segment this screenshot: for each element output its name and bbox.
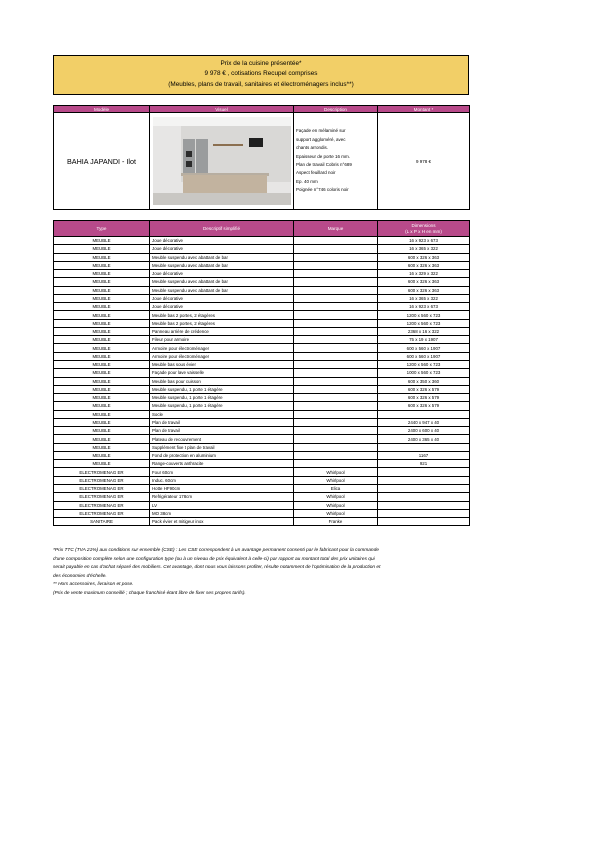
- row-brand: Franke: [294, 518, 378, 526]
- table-row: [54, 360, 470, 368]
- row-dimensions: 600 x 326 x 363: [378, 261, 470, 269]
- row-brand: [294, 319, 378, 327]
- table-row: [54, 493, 470, 501]
- row-brand: [294, 270, 378, 278]
- row-type: MEUBLE: [54, 410, 150, 418]
- table-row: [54, 509, 470, 517]
- table-row: [54, 294, 470, 302]
- row-type: MEUBLE: [54, 377, 150, 385]
- row-type: MEUBLE: [54, 294, 150, 302]
- row-brand: [294, 410, 378, 418]
- row-type: MEUBLE: [54, 270, 150, 278]
- row-type: MEUBLE: [54, 369, 150, 377]
- row-type: MEUBLE: [54, 319, 150, 327]
- hood-icon: [249, 138, 263, 147]
- table-row: [54, 303, 470, 311]
- table-row: [54, 418, 470, 426]
- row-description: Joue décorative: [150, 270, 294, 278]
- header-dimensions: Dimensions (L x P x H en mm): [378, 221, 470, 237]
- row-dimensions: 2440 x 947 x 40: [378, 418, 470, 426]
- row-description: Armoire pour électroménager: [150, 344, 294, 352]
- header-brand: Marque: [294, 221, 378, 237]
- row-dimensions: 1200 x 560 x 723: [378, 360, 470, 368]
- row-description: Joue décorative: [150, 245, 294, 253]
- row-brand: Elica: [294, 484, 378, 492]
- row-dimensions: 16 x 365 x 322: [378, 294, 470, 302]
- table-row: [54, 286, 470, 294]
- row-description: Socle: [150, 410, 294, 418]
- model-description: Façade en mélaminé sur support aggloméré, avec chants arrondis. Epaisseur de porte 16 mm. Plan de travail Cobris n°689 Aspect feuillard noir Ep. 40 mm Poignée n°746 coloris noir: [294, 113, 378, 210]
- row-dimensions: 600 x 326 x 363: [378, 253, 470, 261]
- row-type: MEUBLE: [54, 261, 150, 269]
- row-dimensions: 1200 x 560 x 723: [378, 311, 470, 319]
- row-brand: [294, 352, 378, 360]
- row-description: Meuble suspendu, 1 porte 1 étagère: [150, 402, 294, 410]
- table-row: [54, 237, 470, 245]
- row-brand: [294, 327, 378, 335]
- row-brand: [294, 460, 378, 468]
- row-type: MEUBLE: [54, 344, 150, 352]
- row-description: LV: [150, 501, 294, 509]
- row-brand: [294, 294, 378, 302]
- items-table-header-row: [54, 221, 470, 237]
- row-brand: [294, 402, 378, 410]
- row-dimensions: 1200 x 560 x 723: [378, 319, 470, 327]
- row-description: Four 60cm: [150, 468, 294, 476]
- header-inclusions: (Meubles, plans de travail, sanitaires et électroménagers inclus**): [168, 80, 354, 88]
- model-table-header-row: [54, 106, 470, 113]
- table-row: [54, 394, 470, 402]
- row-dimensions: [378, 468, 470, 476]
- row-description: Meuble suspendu avec abattant de bar: [150, 278, 294, 286]
- row-type: MEUBLE: [54, 427, 150, 435]
- row-description: Hotte HF90cm: [150, 484, 294, 492]
- row-dimensions: [378, 476, 470, 484]
- row-brand: [294, 286, 378, 294]
- row-dimensions: 600 x 350 x 360: [378, 377, 470, 385]
- header-price: 9 978 € , cotisations Recupel comprises: [204, 70, 318, 78]
- row-type: ELECTROMENAG ER: [54, 476, 150, 484]
- model-price: 9 978 €: [378, 113, 470, 210]
- row-brand: [294, 443, 378, 451]
- table-row: [54, 369, 470, 377]
- row-type: MEUBLE: [54, 237, 150, 245]
- row-type: ELECTROMENAG ER: [54, 468, 150, 476]
- row-type: MEUBLE: [54, 278, 150, 286]
- row-brand: [294, 418, 378, 426]
- footnote: *Prix TTC (TVA 21%) aux conditions sur ensemble (CSE) : Les CSE correspondent à un avantage permanent consenti par le fabricant pour la commande d'une composition complète selon une configuration type (ou à un niveau de prix équivalent à celle-ci) par rapport au montant total des prix unitaires qui serait payable en cas d'achat séparé des mobiliers. Cet avantage, dont nous vous laissons profiter, résulte notamment de l'optimisation de la production et des économies d'échelle. ** Hors accessoires, livraison et pose. (Prix de vente maximum conseillé ; chaque franchisé étant libre de fixer ses propres tarifs).: [53, 548, 381, 596]
- row-brand: [294, 360, 378, 368]
- row-description: Joue décorative: [150, 303, 294, 311]
- row-description: Façade pour lave vaisselle: [150, 369, 294, 377]
- table-row: [54, 435, 470, 443]
- price-header-box: [53, 55, 469, 95]
- row-description: Fond de protection en aluminium: [150, 451, 294, 459]
- row-dimensions: 16 x 329 x 322: [378, 270, 470, 278]
- row-dimensions: 600 x 326 x 579: [378, 385, 470, 393]
- row-description: Plan de travail: [150, 418, 294, 426]
- table-row: [54, 319, 470, 327]
- table-row: [54, 311, 470, 319]
- row-dimensions: 16 x 923 x 673: [378, 303, 470, 311]
- row-dimensions: 75 x 19 x 1907: [378, 336, 470, 344]
- table-row: [54, 484, 470, 492]
- row-type: MEUBLE: [54, 394, 150, 402]
- row-type: MEUBLE: [54, 303, 150, 311]
- kitchen-render-image: [153, 117, 291, 205]
- model-name: BAHIA JAPANDI - Ilot: [54, 113, 150, 210]
- row-type: MEUBLE: [54, 418, 150, 426]
- table-row: [54, 377, 470, 385]
- row-description: Plateau de recouvrement: [150, 435, 294, 443]
- row-brand: [294, 303, 378, 311]
- table-row: [54, 443, 470, 451]
- row-description: Range-couverts anthracite: [150, 460, 294, 468]
- table-row: [54, 352, 470, 360]
- row-dimensions: 600 x 326 x 579: [378, 394, 470, 402]
- row-type: MEUBLE: [54, 451, 150, 459]
- row-dimensions: [378, 509, 470, 517]
- row-description: Meuble suspendu, 1 porte 1 étagère: [150, 394, 294, 402]
- row-brand: [294, 237, 378, 245]
- row-type: MEUBLE: [54, 402, 150, 410]
- row-description: Pack évier et mitigeur inox: [150, 518, 294, 526]
- header-description: Description: [294, 106, 378, 113]
- table-row: [54, 476, 470, 484]
- row-dimensions: 16 x 365 x 322: [378, 245, 470, 253]
- row-type: MEUBLE: [54, 360, 150, 368]
- table-row: [54, 518, 470, 526]
- row-description: Armoire pour électroménager: [150, 352, 294, 360]
- row-type: MEUBLE: [54, 253, 150, 261]
- table-row: [54, 261, 470, 269]
- row-brand: Whirlpool: [294, 476, 378, 484]
- row-dimensions: 2400 x 365 x 40: [378, 435, 470, 443]
- header-visual: Visuel: [150, 106, 294, 113]
- row-dimensions: 600 x 326 x 579: [378, 402, 470, 410]
- header-title: Prix de la cuisine présentée*: [220, 60, 302, 67]
- row-type: ELECTROMENAG ER: [54, 509, 150, 517]
- header-amount: Montant *: [378, 106, 470, 113]
- row-brand: [294, 451, 378, 459]
- row-dimensions: [378, 484, 470, 492]
- table-row: [54, 468, 470, 476]
- row-description: Fileur pour armoire: [150, 336, 294, 344]
- row-description: Refrigérateur 178cm: [150, 493, 294, 501]
- row-brand: Whirlpool: [294, 468, 378, 476]
- row-type: MEUBLE: [54, 435, 150, 443]
- row-dimensions: 921: [378, 460, 470, 468]
- row-description: Meuble suspendu avec abattant de bar: [150, 261, 294, 269]
- row-type: MEUBLE: [54, 352, 150, 360]
- row-type: MEUBLE: [54, 245, 150, 253]
- row-description: Meuble bas 2 portes, 2 étagères: [150, 311, 294, 319]
- row-description: Meuble bas 2 portes, 2 étagères: [150, 319, 294, 327]
- row-description: Supplément fixe t plan de travail: [150, 443, 294, 451]
- table-row: [54, 427, 470, 435]
- table-row: [54, 344, 470, 352]
- row-type: MEUBLE: [54, 327, 150, 335]
- row-brand: Whirlpool: [294, 509, 378, 517]
- header-type: Type: [54, 221, 150, 237]
- row-brand: [294, 385, 378, 393]
- row-type: MEUBLE: [54, 286, 150, 294]
- row-dimensions: 2400 x 600 x 40: [378, 427, 470, 435]
- row-dimensions: 600 x 560 x 1907: [378, 352, 470, 360]
- header-model: Modèle: [54, 106, 150, 113]
- table-row: [54, 385, 470, 393]
- model-row: [54, 113, 470, 210]
- row-brand: [294, 245, 378, 253]
- row-dimensions: 2368 x 16 x 322: [378, 327, 470, 335]
- row-description: Panneau arrière de crédence: [150, 327, 294, 335]
- table-row: [54, 336, 470, 344]
- row-type: MEUBLE: [54, 336, 150, 344]
- row-description: MO 38cm: [150, 509, 294, 517]
- table-row: [54, 253, 470, 261]
- row-dimensions: 600 x 326 x 363: [378, 278, 470, 286]
- row-type: MEUBLE: [54, 385, 150, 393]
- row-brand: [294, 261, 378, 269]
- row-description: Meuble bas pour cuisson: [150, 377, 294, 385]
- row-brand: Whirlpool: [294, 493, 378, 501]
- table-row: [54, 402, 470, 410]
- row-dimensions: 600 x 560 x 1907: [378, 344, 470, 352]
- row-dimensions: 16 x 923 x 673: [378, 237, 470, 245]
- row-dimensions: [378, 443, 470, 451]
- table-row: [54, 451, 470, 459]
- row-type: MEUBLE: [54, 443, 150, 451]
- table-row: [54, 278, 470, 286]
- row-description: Meuble suspendu avec abattant de bar: [150, 253, 294, 261]
- row-brand: [294, 253, 378, 261]
- row-brand: [294, 377, 378, 385]
- row-type: MEUBLE: [54, 460, 150, 468]
- row-brand: [294, 427, 378, 435]
- row-type: ELECTROMENAG ER: [54, 484, 150, 492]
- items-table: [53, 220, 470, 526]
- row-description: Plan de travail: [150, 427, 294, 435]
- row-dimensions: [378, 410, 470, 418]
- row-brand: [294, 311, 378, 319]
- table-row: [54, 245, 470, 253]
- row-description: Meuble bas sous évier: [150, 360, 294, 368]
- row-brand: Whirlpool: [294, 501, 378, 509]
- table-row: [54, 270, 470, 278]
- row-description: Induc. 60cm: [150, 476, 294, 484]
- row-dimensions: 1167: [378, 451, 470, 459]
- row-brand: [294, 344, 378, 352]
- row-dimensions: 1000 x 560 x 723: [378, 369, 470, 377]
- row-brand: [294, 394, 378, 402]
- row-dimensions: 600 x 326 x 363: [378, 286, 470, 294]
- row-dimensions: [378, 493, 470, 501]
- table-row: [54, 410, 470, 418]
- row-dimensions: [378, 501, 470, 509]
- row-description: Joue décorative: [150, 294, 294, 302]
- row-brand: [294, 336, 378, 344]
- row-description: Joue décorative: [150, 237, 294, 245]
- header-simplified-description: Descriptif simplifié: [150, 221, 294, 237]
- items-table-body: [54, 237, 470, 526]
- row-brand: [294, 278, 378, 286]
- row-type: SANITAIRE: [54, 518, 150, 526]
- row-type: MEUBLE: [54, 311, 150, 319]
- row-brand: [294, 435, 378, 443]
- table-row: [54, 327, 470, 335]
- row-dimensions: [378, 518, 470, 526]
- table-row: [54, 501, 470, 509]
- row-description: Meuble suspendu, 1 porte 1 étagère: [150, 385, 294, 393]
- kitchen-visual-cell: [150, 113, 294, 210]
- table-row: [54, 460, 470, 468]
- row-brand: [294, 369, 378, 377]
- row-type: ELECTROMENAG ER: [54, 501, 150, 509]
- row-type: ELECTROMENAG ER: [54, 493, 150, 501]
- model-table: [53, 105, 470, 210]
- row-description: Meuble suspendu avec abattant de bar: [150, 286, 294, 294]
